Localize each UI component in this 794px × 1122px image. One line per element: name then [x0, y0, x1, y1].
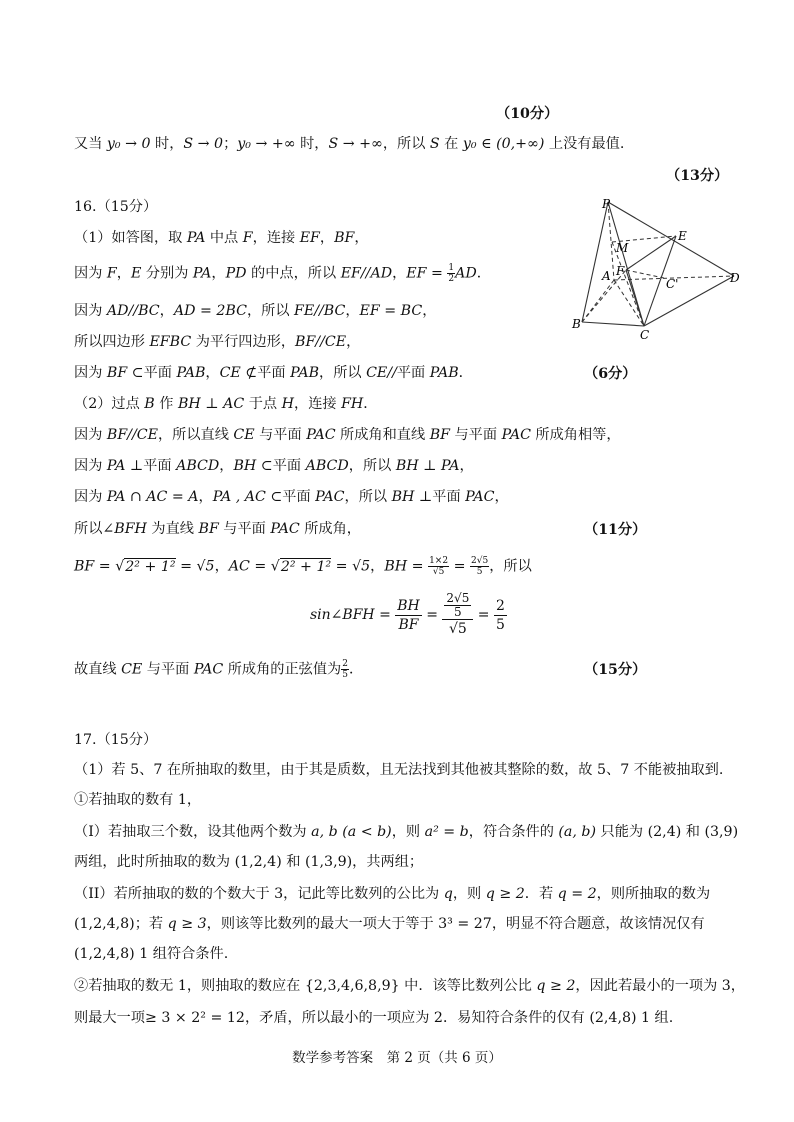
math: BF: [429, 427, 450, 443]
math: PA , AC ⊂: [212, 489, 283, 505]
denominator: 5: [495, 616, 505, 633]
math: PAB: [290, 365, 319, 381]
math: (a, b): [558, 824, 597, 840]
math: PA ∩ AC = A: [106, 489, 199, 505]
math: ABCD: [176, 458, 220, 474]
edge-PB: [582, 202, 608, 322]
math: y₀ ∈ (0,+∞): [462, 136, 545, 152]
text: ，因此若最小的一项为 3，: [575, 978, 745, 994]
text: 只能为: [596, 824, 648, 840]
label-C-prime: C': [666, 277, 679, 291]
text: ，: [319, 230, 335, 246]
math: EF = BC: [359, 303, 423, 319]
numerator: [442, 592, 473, 620]
numerator: 2√5: [446, 591, 470, 605]
math: BH ⊥ AC: [177, 396, 245, 412]
math: (1,2,4,8): [74, 916, 135, 932]
text: ，: [346, 334, 361, 350]
text: ，所以: [382, 136, 430, 152]
fraction: [470, 556, 489, 577]
math: BF//CE: [295, 334, 347, 350]
math: 2² + 1²: [125, 558, 176, 575]
text: 为平行四边形，: [191, 334, 296, 350]
text: ②若抽取的数无 1，则抽取的数应在: [74, 978, 305, 994]
numerator: 2√5: [471, 556, 489, 566]
math: F: [242, 230, 253, 246]
math: PA: [186, 230, 206, 246]
math: (1,3,9): [304, 854, 353, 870]
score-15: （15分）: [584, 662, 647, 678]
math: PA: [192, 265, 212, 282]
q16-line-12: [74, 659, 363, 680]
text: 与平面: [449, 427, 502, 443]
math: PAC: [315, 489, 345, 505]
text: 与平面: [142, 661, 194, 678]
text: 和: [681, 824, 705, 840]
text: 平面: [396, 365, 430, 381]
text: 时，: [150, 136, 184, 152]
text: 平面: [282, 489, 316, 505]
text: ，连接: [252, 230, 300, 246]
label-E: E: [678, 229, 687, 243]
text: 中点: [205, 230, 243, 246]
math: BF: [198, 521, 219, 537]
text: 分别为: [141, 265, 193, 282]
fraction: [341, 659, 349, 680]
sqrt-sign: √: [115, 558, 125, 575]
math: BF ⊂: [106, 365, 144, 381]
sin-formula: [310, 592, 507, 638]
text: 所成角和直线: [335, 427, 430, 443]
q17-line-3: [74, 822, 738, 842]
fraction: [428, 556, 449, 577]
score-11: （11分）: [584, 522, 647, 538]
math: CE: [233, 427, 255, 443]
text: ，: [392, 265, 407, 282]
math: AD: [455, 265, 477, 282]
math: =: [449, 558, 470, 575]
text: 所成角相等，: [530, 427, 621, 443]
math: PAC: [193, 661, 224, 678]
text: ，所以: [319, 365, 367, 381]
math: BH ⊥: [391, 489, 433, 505]
numerator: 1: [448, 263, 455, 273]
numerator: 2: [495, 597, 505, 614]
math: a² = b: [424, 824, 469, 840]
text: 的中点，所以: [246, 265, 341, 282]
math: y₀ → 0: [106, 136, 151, 152]
text: ，所以: [489, 558, 532, 575]
text: ，: [198, 489, 213, 505]
text: 所成角的正弦值为: [223, 661, 342, 678]
text: （1）如答图，取: [74, 230, 187, 246]
q17-line-7: [74, 944, 228, 964]
denominator: 5: [454, 605, 462, 619]
math: CE ⊄: [219, 365, 258, 381]
text: ，: [459, 458, 474, 474]
math: ABCD: [305, 458, 349, 474]
text: （2）过点: [74, 396, 145, 412]
math: {2,3,4,6,8,9}: [304, 978, 400, 994]
text: 为直线: [146, 521, 199, 537]
nested-fraction: [444, 592, 471, 619]
q17-line-8: [74, 976, 745, 996]
edge-FH: [626, 270, 664, 278]
math: q: [443, 886, 453, 902]
math: EF: [299, 230, 320, 246]
text: ，符合条件的: [468, 824, 559, 840]
q16-line-6: [74, 394, 378, 414]
text: ，所以: [344, 489, 392, 505]
text: 因为: [74, 365, 107, 381]
text: ，: [211, 265, 226, 282]
edge-FC: [626, 270, 644, 326]
text: 所成角，: [299, 521, 361, 537]
math: BH ⊥ PA: [395, 458, 460, 474]
text: ；: [223, 136, 238, 152]
text: 因为: [74, 427, 107, 443]
label-P: P: [602, 197, 611, 211]
text: （II）若所抽取的数的个数大于 3，记此等比数列的公比为: [74, 886, 444, 902]
text: ．: [458, 365, 473, 381]
edge-CD: [644, 276, 734, 326]
q16-line-3: [74, 301, 436, 321]
math: EF//AD: [340, 265, 393, 282]
text: 1 组.: [636, 1010, 674, 1026]
math: =: [421, 607, 443, 623]
denominator: √5: [448, 621, 467, 637]
text: 于点: [244, 396, 282, 412]
math: S → 0: [183, 136, 224, 152]
math: = √5: [331, 558, 371, 575]
q17-line-4: [74, 852, 423, 872]
q17-line-6: [74, 914, 705, 934]
text: 又当: [74, 136, 107, 152]
q16-line-5: [74, 363, 473, 383]
q15-conclusion-line: [74, 134, 624, 154]
math: 2² + 1²: [280, 558, 332, 575]
text: 因为: [74, 489, 107, 505]
text: 上没有最值.: [544, 136, 625, 152]
q16-line-10: [74, 519, 361, 539]
math: (2,4): [647, 824, 682, 840]
math: PAC: [306, 427, 336, 443]
text: ，: [219, 458, 234, 474]
label-F: F: [616, 264, 625, 278]
text: 平面: [143, 458, 177, 474]
label-C: C: [640, 328, 650, 342]
math: PAC: [501, 427, 531, 443]
text: （I）若抽取三个数，设其他两个数为: [74, 824, 312, 840]
math: (3,9): [704, 824, 739, 840]
q16-line-2: [74, 263, 491, 284]
pyramid-figure: [566, 196, 746, 342]
math: S: [429, 136, 440, 152]
text: ．若: [524, 886, 558, 902]
fraction: [494, 597, 507, 634]
math: CE: [121, 661, 143, 678]
score-13: （13分）: [666, 168, 729, 184]
math: (1,2,4,8): [74, 946, 135, 962]
text: ，: [116, 265, 131, 282]
text: 与平面: [254, 427, 307, 443]
math: AD//BC: [106, 303, 160, 319]
page-footer: 数学参考答案 第 2 页（共 6 页）: [292, 1050, 502, 1066]
text: ，: [214, 558, 229, 575]
text: 平面: [143, 365, 177, 381]
q16-line-7: [74, 425, 621, 445]
q17-heading: 17.（15分）: [74, 732, 158, 748]
fraction: [442, 592, 473, 638]
q17-line-1: （1）若 5、7 在所抽取的数里，由于其是质数，且无法找到其他被其整除的数，故 5、7 不能被抽取到.: [74, 762, 724, 778]
q16-line-8: [74, 456, 474, 476]
math: q ≥ 3: [167, 916, 207, 932]
q17-line-5: [74, 884, 710, 904]
math: BF: [334, 230, 355, 246]
text: ，连接: [294, 396, 342, 412]
math: PD: [225, 265, 247, 282]
math: FE//BC: [294, 303, 346, 319]
math: sin∠BFH =: [310, 607, 396, 623]
math: BH ⊂: [233, 458, 273, 474]
edge-AC: [614, 280, 644, 326]
text: 与平面: [218, 521, 271, 537]
edge-EF: [626, 236, 676, 270]
math: PAB: [176, 365, 206, 381]
text: ，: [494, 489, 509, 505]
math: ∠BFH: [102, 521, 147, 537]
text: 和: [281, 854, 305, 870]
text: ．: [476, 265, 491, 282]
text: 平面: [432, 489, 466, 505]
label-M: M: [616, 241, 629, 255]
text: 平面: [257, 365, 291, 381]
math: AC =: [228, 558, 271, 575]
q17-line-9: [74, 1008, 673, 1028]
fraction: [395, 597, 422, 634]
math: H: [281, 396, 294, 412]
math: q = 2: [557, 886, 597, 902]
q17-line-2: ①若抽取的数有 1，: [74, 792, 202, 808]
text: ，则: [391, 824, 425, 840]
math: q ≥ 2: [485, 886, 525, 902]
math: EFBC: [149, 334, 192, 350]
score-10: （10分）: [496, 106, 559, 122]
math: S → +∞: [328, 136, 383, 152]
math: (1,2,4): [234, 854, 282, 870]
math: q ≥ 2: [536, 978, 576, 994]
text: ，则所抽取的数为: [596, 886, 711, 902]
text: ；若: [134, 916, 168, 932]
math: CE//: [366, 365, 397, 381]
text: ，: [422, 303, 437, 319]
q16-line-11: [74, 556, 532, 577]
label-A: A: [602, 269, 611, 283]
score-6: （6分）: [584, 366, 637, 382]
q16-line-4: [74, 332, 360, 352]
math: PAC: [270, 521, 300, 537]
text: 平面: [272, 458, 306, 474]
fraction: [447, 263, 455, 284]
q16-heading: 16.（15分）: [74, 199, 158, 215]
math: BH =: [384, 558, 429, 575]
math: BF =: [74, 558, 116, 575]
denominator: 2: [448, 274, 455, 284]
math: B: [144, 396, 155, 412]
text: 因为: [74, 303, 107, 319]
text: 则最大一项: [74, 1010, 145, 1026]
math: 3³ = 27: [438, 916, 492, 932]
math: F: [106, 265, 117, 282]
text: 故直线: [74, 661, 122, 678]
edge-BC: [582, 322, 644, 326]
text: ，则该等比数列的最大一项大于等于: [206, 916, 439, 932]
text: ，共两组；: [352, 854, 424, 870]
denominator: √5: [432, 567, 445, 577]
text: ，: [345, 303, 360, 319]
text: ，矛盾，所以最小的一项应为 2．易知符合条件的仅有: [244, 1010, 590, 1026]
math: =: [473, 607, 494, 623]
text: 时，: [295, 136, 329, 152]
math: PAC: [465, 489, 495, 505]
text: 中．该等比数列公比: [399, 978, 537, 994]
text: ，明显不符合题意，故该情况仅有: [491, 916, 705, 932]
text: ，所以直线: [157, 427, 234, 443]
math: = √5: [175, 558, 215, 575]
numerator: 2: [342, 659, 348, 669]
text: 1 组符合条件.: [134, 946, 229, 962]
text: ，所以: [348, 458, 396, 474]
q16-line-1: [74, 228, 369, 248]
text: 因为: [74, 265, 107, 282]
text: ，: [205, 365, 220, 381]
text: 所以四边形: [74, 334, 150, 350]
text: 因为: [74, 458, 107, 474]
math: FH: [341, 396, 364, 412]
q16-line-9: [74, 487, 509, 507]
denominator: 5: [342, 670, 348, 680]
label-B: B: [572, 317, 581, 331]
text: 在: [439, 136, 463, 152]
sqrt-sign: √: [270, 558, 280, 575]
math: a, b (a < b): [311, 824, 392, 840]
denominator: BF: [398, 616, 419, 633]
text: ，: [354, 230, 369, 246]
label-D: D: [730, 271, 740, 285]
math: E: [130, 265, 142, 282]
math: (2,4,8): [589, 1010, 637, 1026]
text: ，: [159, 303, 174, 319]
math: PAB: [429, 365, 459, 381]
text: ．: [348, 661, 364, 678]
text: ．: [363, 396, 378, 412]
math: BF//CE: [106, 427, 158, 443]
numerator: BH: [397, 597, 420, 614]
math: ≥ 3 × 2² = 12: [144, 1010, 245, 1026]
math: y₀ → +∞: [237, 136, 296, 152]
math: EF =: [406, 265, 448, 282]
denominator: 5: [476, 567, 483, 577]
text: ，则: [452, 886, 486, 902]
text: 所以: [74, 521, 103, 537]
numerator: 1×2: [429, 556, 449, 566]
text: ，所以: [246, 303, 295, 319]
math: AD = 2BC: [173, 303, 247, 319]
text: 两组，此时所抽取的数为: [74, 854, 235, 870]
text: ，: [370, 558, 385, 575]
text: 作: [154, 396, 178, 412]
math: PA ⊥: [106, 458, 144, 474]
